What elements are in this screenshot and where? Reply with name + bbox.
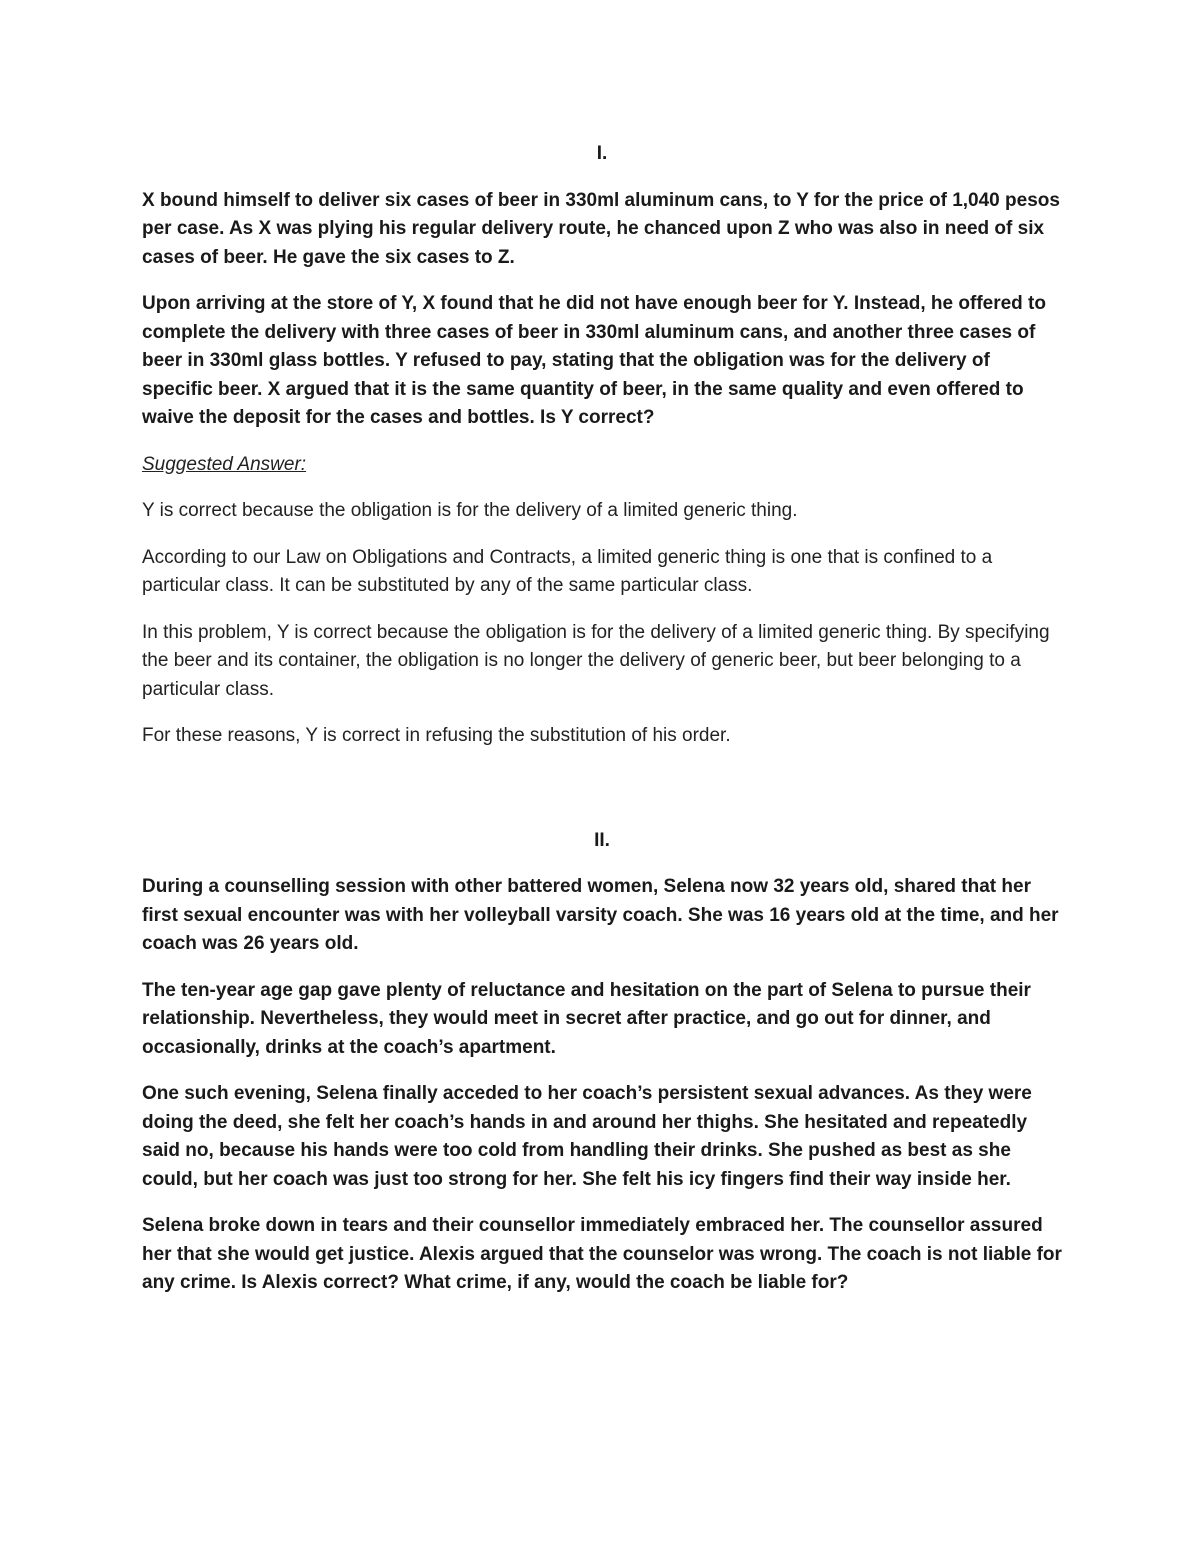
section-2-question-paragraph-3: One such evening, Selena finally acceded to her coach’s persistent sexual advances. As they were doing the deed, she felt her coach’s hands in and around her thighs. She hesitated and repeatedly said no, because his hands were too cold from handling their drinks. She pushed as best as she could, but her coach was just too strong for her. She felt his icy fingers find their way inside her. <box>142 1083 1032 1190</box>
section-1-answer-paragraph-4: For these reasons, Y is correct in refusing the substitution of his order. <box>142 725 731 746</box>
section-2-heading: II. <box>594 829 610 851</box>
section-2-question-paragraph-4: Selena broke down in tears and their counsellor immediately embraced her. The counsellor assured her that she would get justice. Alexis argued that the counselor was wrong. The coach is not liable for any crime. Is Alexis correct? What crime, if any, would the coach be liable for? <box>142 1215 1062 1293</box>
document-page <box>142 140 1062 1316</box>
section-spacer <box>142 769 1062 827</box>
section-1-answer-paragraph-1: Y is correct because the obligation is for the delivery of a limited generic thing. <box>142 500 798 521</box>
suggested-answer-label: Suggested Answer: <box>142 453 307 475</box>
section-2-question-paragraph-2: The ten-year age gap gave plenty of reluctance and hesitation on the part of Selena to pursue their relationship. Nevertheless, they would meet in secret after practice, and go out for dinner, and occasionally, drinks at the coach’s apartment. <box>142 979 1031 1058</box>
section-1-answer-paragraph-3: In this problem, Y is correct because the obligation is for the delivery of a limited generic thing. By specifying the beer and its container, the obligation is no longer the delivery of generic beer, but beer belonging to a particular class. <box>142 621 1050 700</box>
section-1-question-paragraph-2: Upon arriving at the store of Y, X found that he did not have enough beer for Y. Instead, he offered to complete the delivery with three cases of beer in 330ml aluminum cans, and another three cases of beer in 330ml glass bottles. Y refused to pay, stating that the obligation was for the delivery of specific beer. X argued that it is the same quantity of beer, in the same quality and even offered to waive the deposit for the cases and bottles. Is Y correct? <box>142 293 1046 428</box>
section-1-answer-paragraph-2: According to our Law on Obligations and Contracts, a limited generic thing is one that is confined to a particular class. It can be substituted by any of the same particular class. <box>142 546 993 596</box>
section-1-question-paragraph-1: X bound himself to deliver six cases of beer in 330ml aluminum cans, to Y for the price of 1,040 pesos per case. As X was plying his regular delivery route, he chanced upon Z who was also in need of six cases of beer. He gave the six cases to Z. <box>142 189 1060 268</box>
section-2-question-paragraph-1: During a counselling session with other battered women, Selena now 32 years old, shared that her first sexual encounter was with her volleyball varsity coach. She was 16 years old at the time, and her coach was 26 years old. <box>142 876 1059 954</box>
section-1-heading: I. <box>596 143 608 164</box>
